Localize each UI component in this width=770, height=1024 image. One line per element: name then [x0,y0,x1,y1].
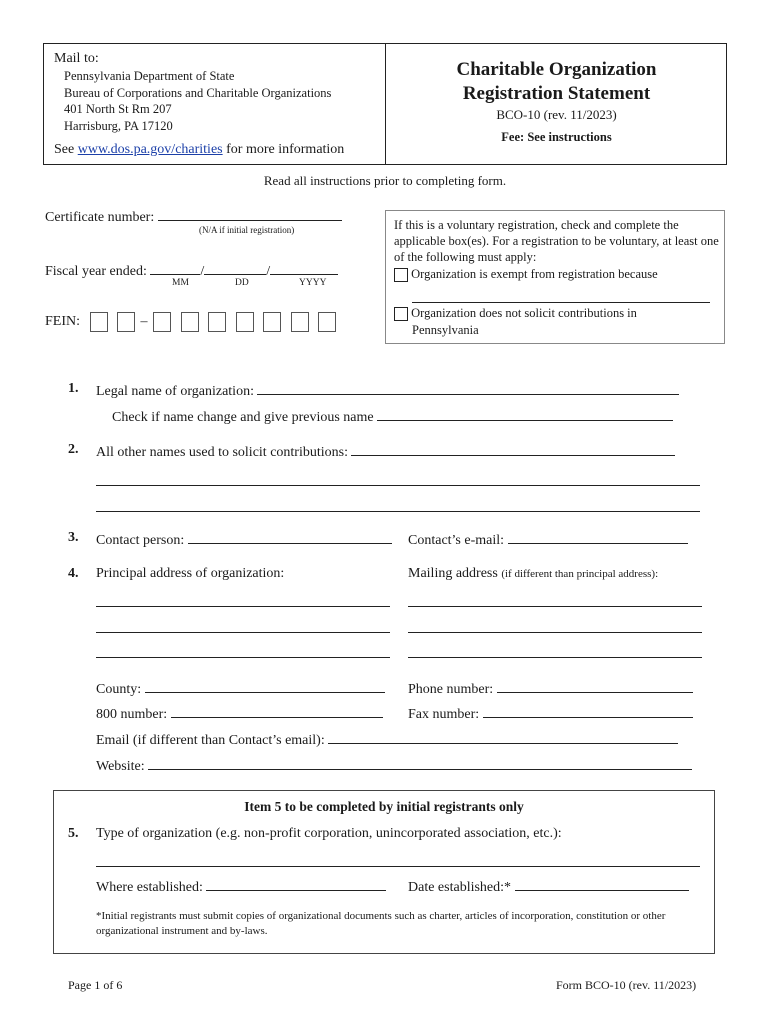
fiscal-label: Fiscal year ended: [45,264,147,279]
no-solicit-option [394,306,637,321]
type-org-label: Type of organization (e.g. non-profit corporation, unincorporated association, etc.): [96,826,562,841]
contact-email-row [408,530,688,549]
county-row [96,679,385,698]
fiscal-yyyy-label: YYYY [299,278,327,288]
name-change-label: Check if name change and give previous name [112,410,374,425]
item-number: 3. [68,530,79,545]
mailing-address-block [64,68,331,134]
no-solicit-checkbox[interactable] [394,307,408,321]
other-names-row [96,442,675,461]
address-line: Bureau of Corporations and Charitable Organizations [64,85,332,100]
fiscal-dd-label: DD [235,278,249,288]
no-solicit-label: Organization does not solicit contributions in [411,306,637,320]
other-names-line-3[interactable] [96,511,700,512]
item5-box [53,790,715,954]
mailing-address-line[interactable] [408,632,702,633]
where-established-field[interactable] [206,877,386,891]
fiscal-day-field[interactable] [204,261,266,275]
fiscal-year-field[interactable] [270,261,338,275]
date-established-field[interactable] [515,877,689,891]
fein-digit-box[interactable] [291,312,309,332]
header-divider [385,44,386,164]
exempt-checkbox[interactable] [394,268,408,282]
fein-digit-box[interactable] [318,312,336,332]
contact-email-field[interactable] [508,530,688,544]
eight-hundred-field[interactable] [171,704,383,718]
mailing-address-row [408,566,658,582]
legal-name-field[interactable] [257,381,679,395]
charities-link[interactable]: www.dos.pa.gov/charities [77,142,223,157]
mailing-address-label: Mailing address [408,566,498,581]
email-diff-label: Email (if different than Contact’s email): [96,733,325,748]
principal-address-label: Principal address of organization: [96,566,285,581]
exempt-reason-field[interactable] [412,302,710,303]
mailing-address-line[interactable] [408,657,702,658]
mailing-address-note: (if different than principal address): [501,568,659,580]
voluntary-intro: If this is a voluntary registration, check and complete the applicable box(es). For a registration to be voluntary, at least one of the following must apply: [394,218,719,264]
exempt-option-label: Organization is exempt from registration because [411,267,658,281]
fax-label: Fax number: [408,707,480,722]
contact-person-label: Contact person: [96,533,185,548]
address-line: 401 North St Rm 207 [64,102,172,116]
certificate-label: Certificate number: [45,210,155,225]
website-row [96,756,692,775]
instructions-note: Read all instructions prior to completing form. [263,173,507,188]
item5-heading: Item 5 to be completed by initial registrants only [244,799,524,814]
county-field[interactable] [145,679,385,693]
legal-name-row [96,381,679,400]
where-established-row [96,877,386,896]
email-diff-field[interactable] [328,730,678,744]
phone-row [408,679,693,698]
address-line: Harrisburg, PA 17120 [64,118,173,133]
contact-email-label: Contact’s e-mail: [408,533,505,548]
see-suffix: for more information [222,142,345,157]
type-org-field[interactable] [96,866,700,867]
item-number: 5. [68,826,79,841]
county-label: County: [96,682,142,697]
principal-address-line[interactable] [96,632,390,633]
mailing-address-line[interactable] [408,606,702,607]
certificate-sublabel: (N/A if initial registration) [199,225,295,235]
principal-address-line[interactable] [96,606,390,607]
date-established-label: Date established:* [408,880,512,895]
website-label: Website: [96,759,145,774]
more-info-line [54,142,344,158]
other-names-line-2[interactable] [96,485,700,486]
item-number: 2. [68,442,79,457]
fein-digit-box[interactable] [236,312,254,332]
fiscal-mm-label: MM [172,278,189,288]
mail-to-label: Mail to: [54,51,99,66]
fein-digit-box[interactable] [181,312,199,332]
eight-hundred-label: 800 number: [96,707,168,722]
other-names-field[interactable] [351,442,675,456]
address-line: Pennsylvania Department of State [64,69,235,83]
see-prefix: See [54,142,78,157]
date-established-row [408,877,689,896]
fein-digit-box[interactable] [117,312,135,332]
no-solicit-label-cont: Pennsylvania [412,323,479,337]
header-box [43,43,727,165]
fiscal-sep: / [200,264,205,279]
fee-note: Fee: See instructions [501,130,612,144]
fax-row [408,704,693,723]
form-revision: BCO-10 (rev. 11/2023) [496,107,617,122]
previous-name-field[interactable] [377,407,673,421]
where-established-label: Where established: [96,880,203,895]
fein-row [45,312,336,332]
fein-label: FEIN: [45,314,80,329]
fein-digit-box[interactable] [90,312,108,332]
phone-field[interactable] [497,679,693,693]
contact-person-field[interactable] [188,530,392,544]
principal-address-line[interactable] [96,657,390,658]
phone-label: Phone number: [408,682,494,697]
voluntary-registration-box [385,210,725,344]
exempt-option [394,267,658,282]
fiscal-row [45,261,338,280]
other-names-label: All other names used to solicit contributions: [96,445,348,460]
fiscal-sep: / [266,264,271,279]
item-number: 1. [68,381,79,396]
item-number: 4. [68,566,79,581]
form-title-block [387,58,726,145]
certificate-field[interactable] [158,207,342,221]
name-change-row [112,407,673,426]
fein-digit-box[interactable] [263,312,281,332]
contact-person-row [96,530,392,549]
fax-field[interactable] [483,704,693,718]
eight-hundred-row [96,704,383,723]
form-title-line1: Charitable Organization [456,59,657,80]
fiscal-month-field[interactable] [150,261,200,275]
fein-dash: – [140,314,148,329]
fein-digit-box[interactable] [208,312,226,332]
page-number: Page 1 of 6 [68,978,123,992]
footer-form-id: Form BCO-10 (rev. 11/2023) [556,978,697,992]
item5-footnote: *Initial registrants must submit copies of organizational documents such as charter, articles of incorporation, constitution or other organizational instrument and by-laws. [96,910,666,937]
certificate-row [45,207,342,226]
email-diff-row [96,730,678,749]
form-title-line2: Registration Statement [462,83,651,104]
fein-digit-box[interactable] [153,312,171,332]
legal-name-label: Legal name of organization: [96,384,254,399]
website-field[interactable] [148,756,692,770]
